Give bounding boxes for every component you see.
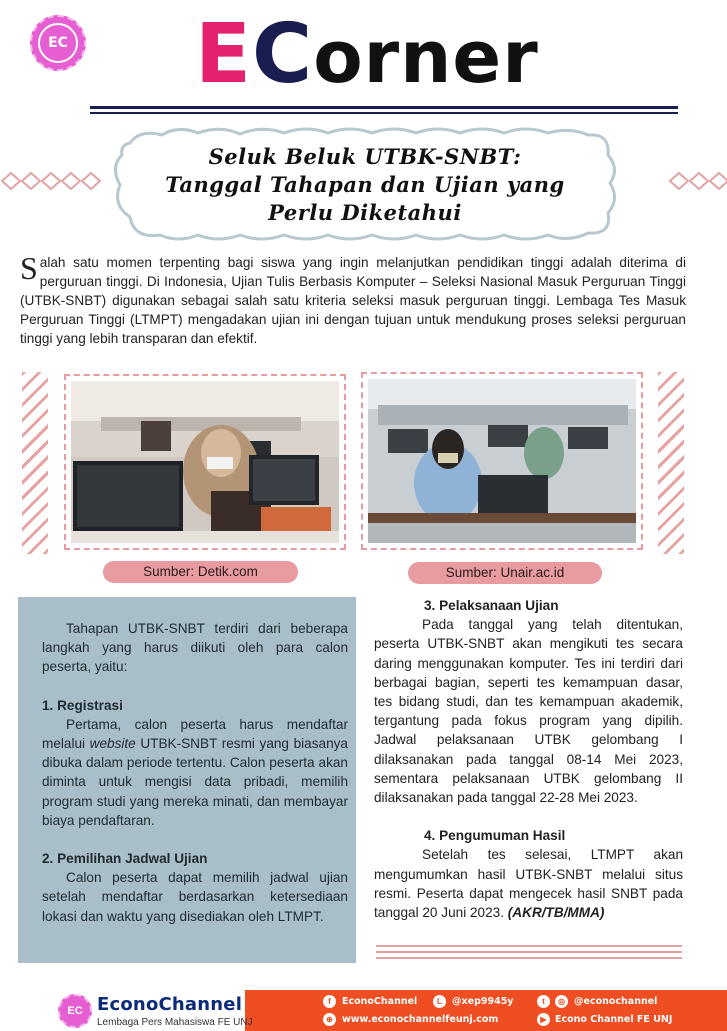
stages-box-left <box>18 597 356 963</box>
footer-youtube[interactable]: Econo Channel FE UNJ <box>555 1014 673 1025</box>
section-registrasi-text: Pertama, calon peserta harus mendaftar melalui website UTBK-SNBT resmi yang biasanya dibuka dalam periode tertentu. Calon peserta akan diminta untuk mengisi data pribadi, memilih program studi yang mereka minati, dan membayar biaya pendaftaran. <box>42 716 348 828</box>
stripe-decoration-left <box>22 372 48 554</box>
header-rule <box>90 112 678 114</box>
youtube-icon[interactable]: ▶ <box>537 1013 550 1026</box>
photo-right-frame <box>361 372 643 550</box>
section-jadwal-text: Calon peserta dapat memilih jadwal ujian setelah mendaftar berdasarkan ketersediaan lokasi dan waktu yang disediakan oleh LTMPT. <box>42 870 348 924</box>
footer-brand-name: EconoChannel <box>97 994 243 1015</box>
diamond-ornament-left <box>0 171 104 191</box>
econochannel-logo <box>30 15 86 71</box>
stripe-decoration-right <box>658 372 684 554</box>
section-pelaksanaan-text: Pada tanggal yang telah ditentukan, peserta UTBK-SNBT akan mengikuti tes secara daring menggunakan komputer. Tes ini terdiri dari berbagai bagian, seperti tes kemampuan dasar, tes bidang studi, dan tes kemampuan akademik, tergantung pada fokus program yang dipilih. Jadwal pelaksanaan UTBK gelombang I dilaksanakan pada tanggal 08-14 Mei 2023, sementara pelaksanaan UTBK gelombang II dilaksanakan pada tanggal 22-28 Mei 2023. <box>374 617 683 806</box>
footer-instagram[interactable]: @econochannel <box>574 996 658 1007</box>
line-icon[interactable]: L <box>433 995 446 1008</box>
author-credit: (AKR/TB/MMA) <box>507 905 605 921</box>
section-pengumuman-text: Setelah tes selesai, LTMPT akan mengumumkan hasil UTBK-SNBT melalui situs resmi. Peserta dapat mengecek hasil SNBT pada tanggal 20 Juni 2023. (AKR/TB/MMA) <box>374 847 683 921</box>
photo-exam-students-right <box>368 379 636 543</box>
closing-rule <box>376 945 682 947</box>
photo-left-frame <box>64 374 346 550</box>
section-pelaksanaan-title: 3. Pelaksanaan Ujian <box>424 598 559 613</box>
website-emphasis: website <box>89 736 136 752</box>
intro-paragraph <box>20 250 686 348</box>
globe-icon[interactable]: ⊕ <box>323 1013 336 1026</box>
photo-exam-students-left <box>71 381 339 543</box>
section-registrasi-title: 1. Registrasi <box>42 697 123 713</box>
diamond-ornament-right <box>668 171 727 191</box>
article-title <box>130 143 600 227</box>
footer-facebook[interactable]: EconoChannel <box>342 996 418 1007</box>
section-pengumuman-title: 4. Pengumuman Hasil <box>424 828 566 844</box>
footer-subtitle: Lembaga Pers Mahasiswa FE UNJ <box>97 1017 253 1028</box>
masthead-title <box>195 7 539 102</box>
footer-line-id[interactable]: @xep9945y <box>452 996 514 1007</box>
drop-cap: S <box>20 250 38 286</box>
closing-rule <box>376 951 682 953</box>
footer-logo: EC <box>58 994 92 1028</box>
title-line-1: Seluk Beluk UTBK-SNBT: <box>208 144 522 169</box>
intro-text: alah satu momen terpenting bagi siswa yang ingin melanjutkan pendidikan tinggi adalah diterima di perguruan tinggi. Di Indonesia, Ujian Tulis Berbasis Komputer – Seleksi Nasional Masuk Perguruan Tinggi (UTBK-SNBT) digunakan sebagai salah satu kriteria seleksi masuk perguruan tinggi. Lembaga Tes Masuk Perguruan Tinggi (LTMPT) mengadakan ujian ini dengan tujuan untuk mendukung proses seleksi perguruan tinggi yang lebih transparan dan efektif. <box>20 255 686 346</box>
stages-intro: Tahapan UTBK-SNBT terdiri dari beberapa langkah yang harus diikuti oleh para calon peserta, yaitu: <box>42 621 348 675</box>
closing-rule <box>376 957 682 959</box>
masthead-c: C <box>252 7 314 102</box>
masthead-rest: orner <box>313 15 539 99</box>
facebook-icon[interactable]: f <box>323 995 336 1008</box>
instagram-icon[interactable]: ◎ <box>555 995 568 1008</box>
masthead-e: E <box>195 7 253 102</box>
title-line-2: Tanggal Tahapan dan Ujian yang <box>165 172 565 197</box>
footer-website[interactable]: www.econochannelfeunj.com <box>342 1014 499 1025</box>
logo-text: EC <box>38 23 78 63</box>
section-jadwal-title: 2. Pemilihan Jadwal Ujian <box>42 851 208 867</box>
stages-column-right <box>374 596 683 922</box>
title-line-3: Perlu Diketahui <box>268 200 462 225</box>
photo-right-caption: Sumber: Unair.ac.id <box>408 562 602 584</box>
tiktok-icon[interactable]: t <box>537 995 550 1008</box>
header-rule <box>90 106 678 109</box>
photo-left-caption: Sumber: Detik.com <box>103 561 298 583</box>
